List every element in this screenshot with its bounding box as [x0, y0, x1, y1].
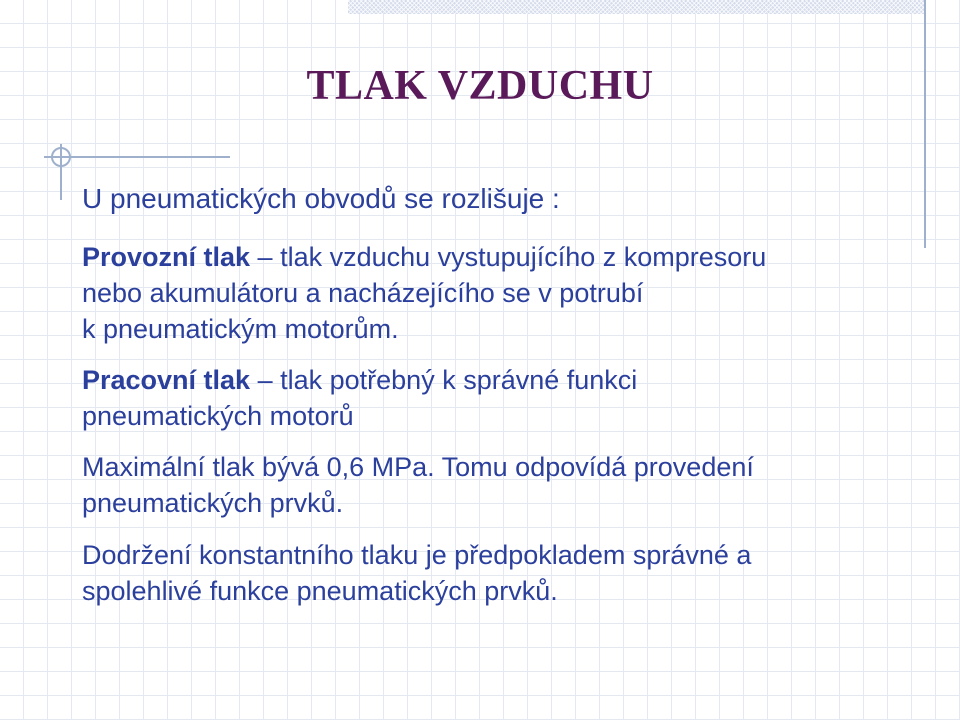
term-pracovni-tlak: Pracovní tlak — [82, 365, 251, 395]
paragraph-line: Dodržení konstantního tlaku je předpokladem správné a — [82, 540, 752, 570]
paragraph-line: k pneumatickým motorům. — [82, 314, 399, 344]
paragraph-line: nebo akumulátoru a nacházejícího se v potrubí — [82, 278, 644, 308]
intro-text: U pneumatických obvodů se rozlišuje : — [82, 183, 560, 214]
paragraph-line: pneumatických prvků. — [82, 488, 344, 518]
paragraph-line: spolehlivé funkce pneumatických prvků. — [82, 576, 558, 606]
paragraph-konstantni-tlak — [82, 537, 942, 609]
paragraph-provozni-tlak — [82, 239, 942, 347]
paragraph-line: – tlak potřebný k správné funkci — [250, 365, 638, 395]
paragraph-line: – tlak vzduchu vystupujícího z kompresoru — [250, 242, 767, 272]
paragraph-line: pneumatických motorů — [82, 401, 354, 431]
term-provozni-tlak: Provozní tlak — [82, 242, 251, 272]
paragraph-pracovni-tlak — [82, 362, 942, 434]
top-decorative-band — [348, 0, 926, 14]
slide-title: TLAK VZDUCHU — [306, 63, 654, 109]
paragraph-line: Maximální tlak bývá 0,6 MPa. Tomu odpovídá provedení — [82, 452, 754, 482]
paragraph-maximalni-tlak — [82, 449, 942, 521]
